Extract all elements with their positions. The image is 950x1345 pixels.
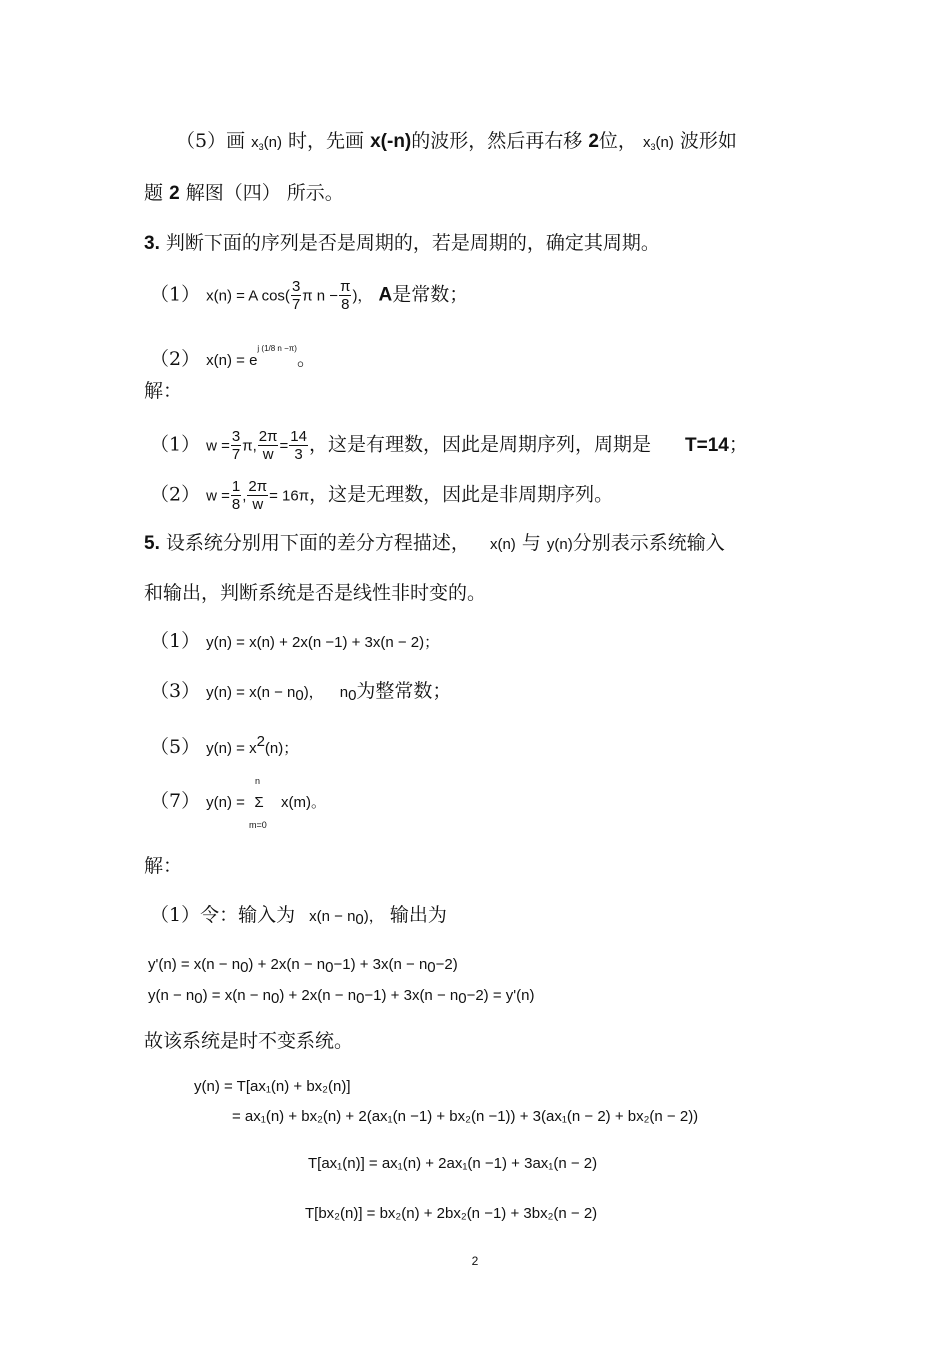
lin-eq-4: T[bx₂(n)] = bx₂(n) + 2bx₂(n −1) + 3bx₂(n − 2) <box>305 1205 598 1222</box>
line-p5: （5）画 $x_3(n)$ 时，先画 x(-n)的波形，然后再右移 2位， $x_3(n)$ 波形如 <box>176 130 737 152</box>
solution-label-1: 解： <box>144 380 183 402</box>
eq-item-7: （7） y(n) = n Σ m=0 x(m)。 <box>150 776 326 830</box>
q3-item-2: （2） $x(n) = e^{j (1/8 n -\pi)}$。 <box>150 344 316 370</box>
lin-eq-2: = ax₁(n) + bx₂(n) + 2(ax₁(n −1) + bx₂(n −1)) + 3(ax₁(n − 2) + bx₂(n − 2)) <box>232 1108 699 1125</box>
frac-3-7: $\frac{3}{7}$ <box>291 278 301 313</box>
lin-eq-3: T[ax₁(n)] = ax₁(n) + 2ax₁(n −1) + 3ax₁(n − 2) <box>308 1155 598 1172</box>
solution-label-2: 解： <box>144 855 183 877</box>
s3-item-1: （1） w = $\frac{3}{7}$ π, $\frac{2\pi}{w}$ = $\frac{14}{3}$ ，这是有理数，因此是周期序列，周期是 T=14； <box>150 428 748 463</box>
frac-pi-8: $\frac{\pi}{8}$ <box>340 278 351 313</box>
question-3: 3. 判断下面的序列是否是周期的，若是周期的，确定其周期。 <box>144 232 660 254</box>
sol-step-1: （1）令：输入为 $x(n - n_0)$， 输出为 <box>150 904 447 928</box>
eq-item-5: （5） $y(n) = x^2(n)$； <box>150 733 299 758</box>
eq-line-1: $y'(n) = x(n - n_0) + 2x(n - n_0-1) + 3x(n - n_0-2)$ <box>148 956 458 976</box>
q3-item-1: （1） x(n) = A cos( $\frac{3}{7}$ π n − $\frac{\pi}{8}$ )， A是常数； <box>150 278 469 313</box>
line-q5b: 和输出，判断系统是否是线性非时变的。 <box>144 582 487 604</box>
x3n-2: $x_3(n)$ <box>642 134 674 152</box>
x3n: $x_3(n)$ <box>251 134 282 152</box>
sum-symbol: n Σ m=0 <box>248 776 267 830</box>
lin-eq-1: y(n) = T[ax₁(n) + bx₂(n)] <box>194 1078 351 1095</box>
eq-line-2: $y(n - n_0) = x(n - n_0) + 2x(n - n_0-1) + 3x(n - n_0-2) = y'(n)$ <box>148 987 535 1007</box>
line-p5b: 题 2 解图（四） 所示。 <box>144 182 344 204</box>
page-number: 2 <box>471 1254 479 1268</box>
conclusion: 故该系统是时不变系统。 <box>144 1030 354 1052</box>
question-5: 5. 设系统分别用下面的差分方程描述， x(n) 与 y(n)分别表示系统输入 <box>144 532 725 554</box>
eq-item-1: （1） y(n) = x(n) + 2x(n −1) + 3x(n − 2)； <box>150 630 440 652</box>
s3-item-2: （2） w = $\frac{1}{8}$ , $\frac{2\pi}{w}$ = 16π，这是无理数，因此是非周期序列。 <box>150 478 614 513</box>
eq-item-3: （3） $y(n) = x(n - n_0)$， $n_0$为整常数； <box>150 680 452 704</box>
